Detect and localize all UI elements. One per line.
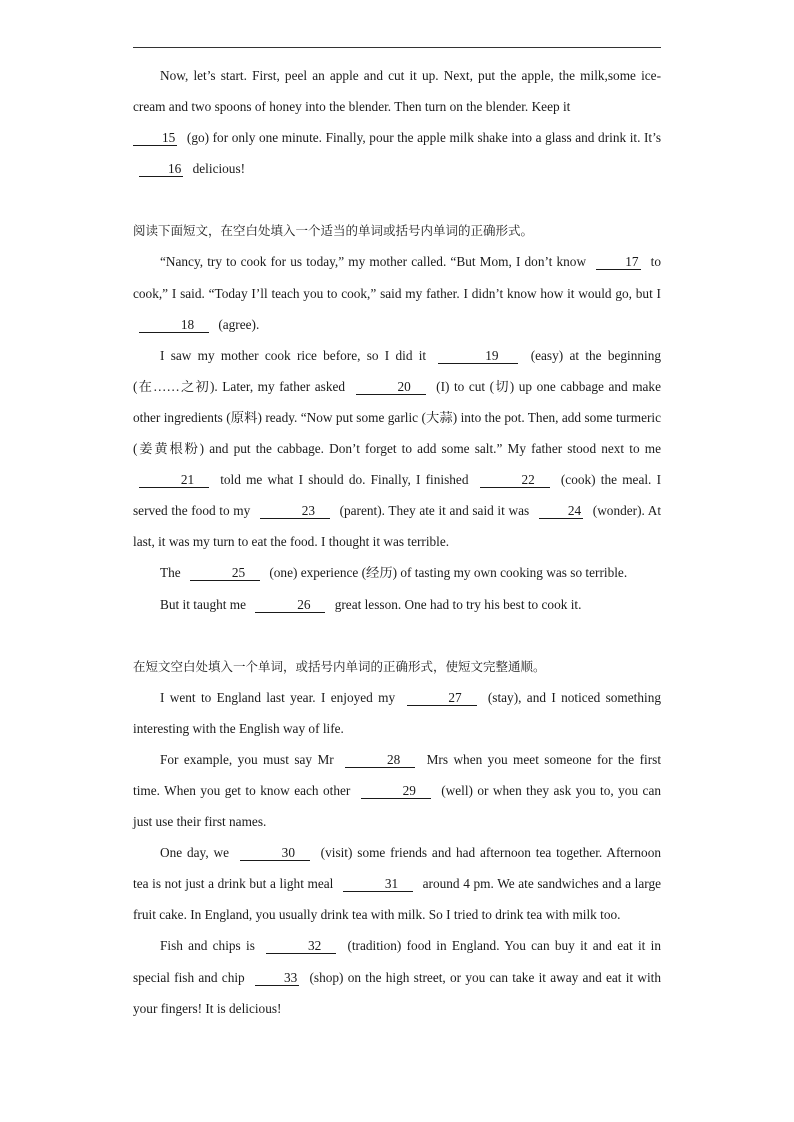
blank-30[interactable]: 30 xyxy=(240,846,310,861)
blank-21[interactable]: 21 xyxy=(139,473,209,488)
blank-29[interactable]: 29 xyxy=(361,784,431,799)
paragraph-names xyxy=(133,744,661,837)
text: to cook,” I said. “Today I’ll teach you to cook,” said my father. I didn’t know how it would go, but I xyxy=(133,254,662,301)
text: But it taught me xyxy=(160,596,247,612)
text: (parent). They ate it and said it was xyxy=(339,503,530,519)
text: delicious! xyxy=(192,161,246,177)
blank-23[interactable]: 23 xyxy=(260,504,330,519)
text: around 4 pm. We ate sandwiches and a large fruit cake. In England, you usually drink tea with milk. So I tried to drink tea with milk too. xyxy=(133,876,662,923)
text: I went to England last year. I enjoyed my xyxy=(160,689,396,705)
document-body xyxy=(133,60,661,1024)
blank-33[interactable]: 33 xyxy=(255,971,299,986)
text: (cook) the meal. I served the food to my xyxy=(133,472,662,519)
text: Fish and chips is xyxy=(160,938,255,954)
text: One day, we xyxy=(160,845,229,861)
text: (easy) at the beginning (在……之初). Later, my father asked xyxy=(133,347,662,394)
paragraph-england xyxy=(133,682,661,744)
blank-16[interactable]: 16 xyxy=(139,162,183,177)
text: (stay), and I noticed something interesting with the English way of life. xyxy=(133,689,662,736)
text: The xyxy=(160,565,181,581)
paragraph-fish-chips xyxy=(133,930,661,1023)
blank-17[interactable]: 17 xyxy=(596,255,640,270)
text: (agree). xyxy=(218,316,260,332)
blank-25[interactable]: 25 xyxy=(190,566,260,581)
text: (one) experience (经历) of tasting my own cooking was so terrible. xyxy=(269,565,628,581)
text: Now, let’s start. First, peel an apple and cut it up. Next, put the apple, the milk,some ice-cream and two spoons of honey into the blender. Then turn on the blender. Keep it xyxy=(133,68,661,115)
blank-27[interactable]: 27 xyxy=(407,691,477,706)
text: told me what I should do. Finally, I finished xyxy=(220,472,469,488)
text: great lesson. One had to try his best to cook it. xyxy=(334,596,582,612)
paragraph-nancy xyxy=(133,246,661,339)
text: (wonder). At last, it was my turn to eat the food. I thought it was terrible. xyxy=(133,503,662,550)
blank-15[interactable]: 15 xyxy=(133,131,177,146)
text: (I) to cut (切) up one cabbage and make other ingredients (原料) ready. “Now put some garlic (大蒜) into the pot. Then, add some turmeric (姜黄根粉) and put the cabbage. Don’t forget to add some salt.” My father stood next to me xyxy=(133,378,661,457)
paragraph-afternoon-tea xyxy=(133,837,661,930)
blank-31[interactable]: 31 xyxy=(343,877,413,892)
text: “Nancy, try to cook for us today,” my mother called. “But Mom, I don’t know xyxy=(160,254,587,270)
paragraph-cooking xyxy=(133,340,661,558)
blank-26[interactable]: 26 xyxy=(255,598,325,613)
blank-18[interactable]: 18 xyxy=(139,318,209,333)
text: (well) or when they ask you to, you can just use their first names. xyxy=(133,782,662,830)
header-rule xyxy=(133,47,661,48)
instruction-section-3: 在短文空白处填入一个单词，或括号内单词的正确形式，使短文完整通顺。 xyxy=(133,658,546,674)
blank-24[interactable]: 24 xyxy=(539,504,583,519)
paragraph-blender xyxy=(133,60,661,184)
paragraph-lesson xyxy=(133,589,661,620)
text: (go) for only one minute. Finally, pour the apple milk shake into a glass and drink it. It’s xyxy=(186,130,661,146)
blank-22[interactable]: 22 xyxy=(480,473,550,488)
text: (shop) on the high street, or you can take it away and eat it with your fingers! It is delicious! xyxy=(133,969,661,1016)
text: For example, you must say Mr xyxy=(160,751,334,767)
text: Mrs when you meet someone for the first time. When you get to know each other xyxy=(133,751,662,798)
paragraph-experience xyxy=(133,557,661,588)
text: (tradition) food in England. You can buy it and eat it in special fish and chip xyxy=(133,938,661,985)
blank-20[interactable]: 20 xyxy=(356,380,426,395)
text: (visit) some friends and had afternoon tea together. Afternoon tea is not just a drink but a light meal xyxy=(133,845,662,892)
text: I saw my mother cook rice before, so I did it xyxy=(160,347,427,363)
blank-28[interactable]: 28 xyxy=(345,753,415,768)
blank-19[interactable]: 19 xyxy=(438,349,518,364)
instruction-section-2: 阅读下面短文，在空白处填入一个适当的单词或括号内单词的正确形式。 xyxy=(133,223,534,239)
blank-32[interactable]: 32 xyxy=(266,939,336,954)
